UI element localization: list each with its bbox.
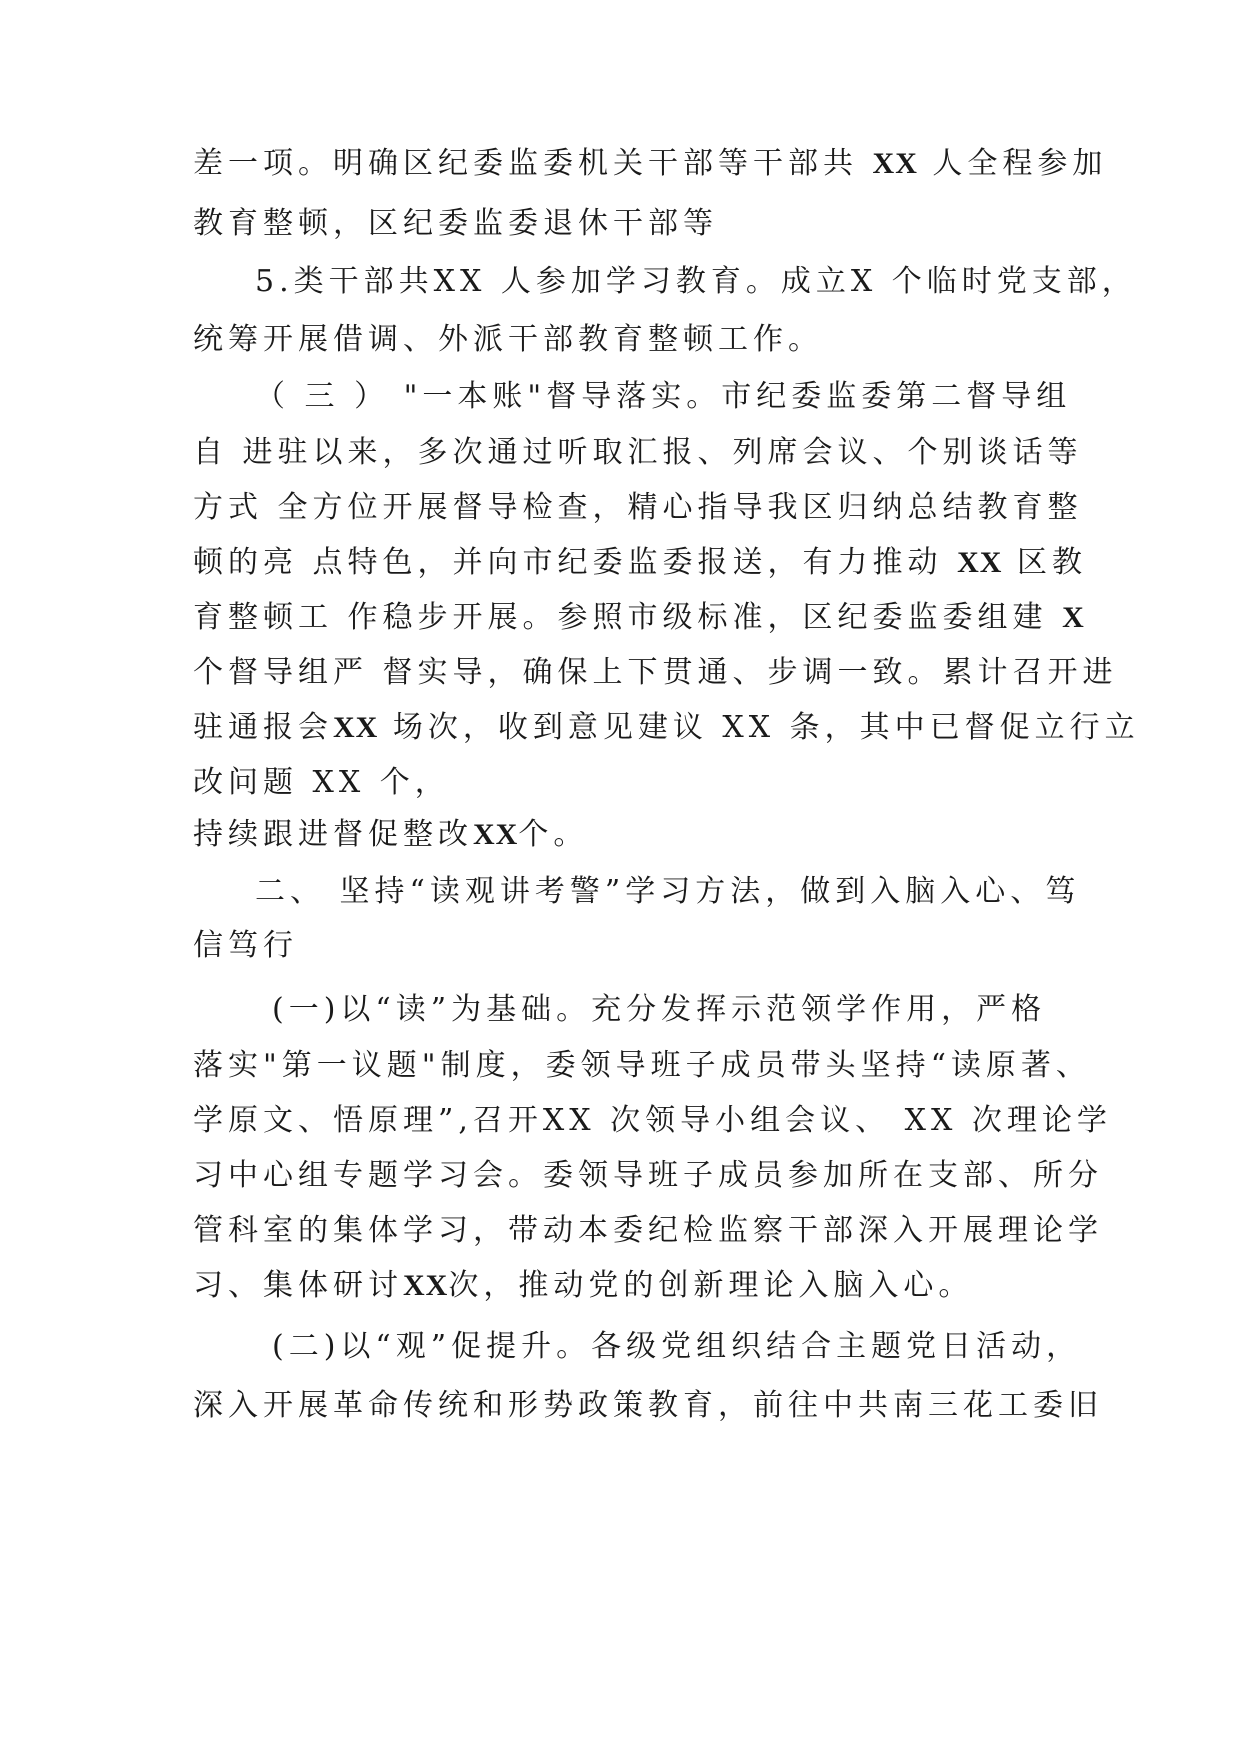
text-line: (一)以“读”为基础。充分发挥示范领学作用，严格 xyxy=(272,992,1047,1027)
text-line: (二)以“观”促提升。各级党组织结合主题党日活动， xyxy=(272,1329,1082,1364)
text-line: 习中心组专题学习会。委领导班子成员参加所在支部、所分 xyxy=(193,1158,1103,1193)
text-line: 自 进驻以来，多次通过听取汇报、列席会议、个别谈话等 xyxy=(193,435,1083,470)
text-line: 教育整顿，区纪委监委退休干部等 xyxy=(193,206,718,241)
text-line: 管科室的集体学习，带动本委纪检监察干部深入开展理论学 xyxy=(193,1213,1103,1248)
text-line: 育整顿工 作稳步开展。参照市级标准，区纪委监委组建 X xyxy=(193,600,1085,635)
text-line: 学原文、悟原理”,召开XX 次领导小组会议、 XX 次理论学 xyxy=(193,1103,1112,1138)
text-line: 驻通报会XX 场次，收到意见建议 XX 条，其中已督促立行立 xyxy=(193,710,1140,745)
text-line: 改问题 XX 个， xyxy=(193,765,450,800)
text-line: 统筹开展借调、外派干部教育整顿工作。 xyxy=(193,322,823,357)
text-line: 习、集体研讨XX次，推动党的创新理论入脑入心。 xyxy=(193,1268,974,1303)
text-line: 5.类干部共XX 人参加学习教育。成立X 个临时党支部， xyxy=(255,264,1137,299)
text-line: 差一项。明确区纪委监委机关干部等干部共 XX 人全程参加 xyxy=(193,146,1108,181)
text-line: 个督导组严 督实导，确保上下贯通、步调一致。累计召开进 xyxy=(193,655,1118,690)
text-line: 落实"第一议题"制度，委领导班子成员带头坚持“读原著、 xyxy=(193,1048,1091,1083)
text-line: 持续跟进督促整改XX个。 xyxy=(193,817,589,852)
text-line: 方式 全方位开展督导检查，精心指导我区归纳总结教育整 xyxy=(193,490,1083,525)
text-line: 深入开展革命传统和形势政策教育，前往中共南三花工委旧 xyxy=(193,1388,1103,1423)
section-heading: 信笃行 xyxy=(193,928,298,963)
section-heading: 二、 坚持“读观讲考警”学习方法，做到入脑入心、笃 xyxy=(255,874,1081,909)
text-line: 顿的亮 点特色，并向市纪委监委报送，有力推动 XX 区教 xyxy=(193,545,1087,580)
text-line: （ 三 ） "一本账"督导落实。市纪委监委第二督导组 xyxy=(255,379,1072,414)
